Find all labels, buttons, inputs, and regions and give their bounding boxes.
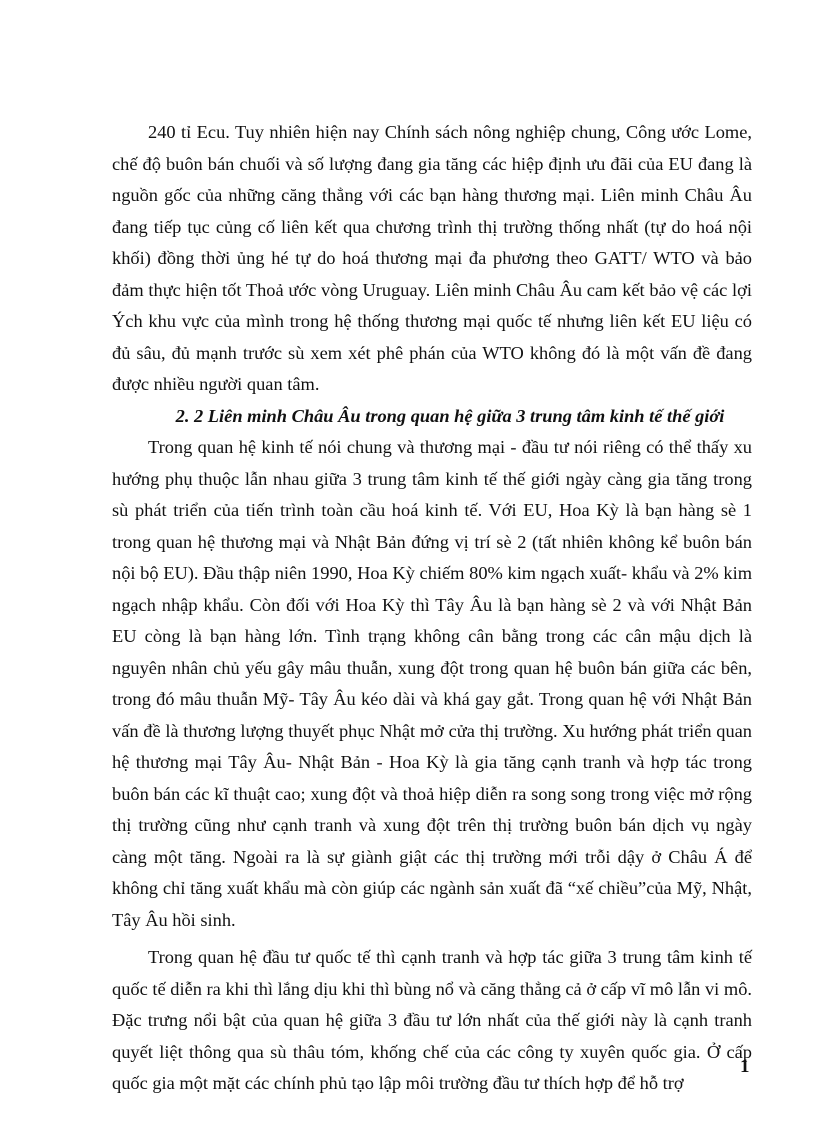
section-heading: 2. 2 Liên minh Châu Âu trong quan hệ giữa 3 trung tâm kinh tế thế giới bbox=[175, 405, 725, 426]
paragraph-2: Trong quan hệ kinh tế nói chung và thương mại - đầu tư nói riêng có thể thấy xu hướng phụ thuộc lẫn nhau giữa 3 trung tâm kinh tế thế giới ngày càng gia tăng trong sù phát triển của tiến trình toàn cầu hoá kinh tế. Với EU, Hoa Kỳ là bạn hàng sè 1 trong quan hệ thương mại và Nhật Bản đứng vị trí sè 2 (tất nhiên không kể buôn bán nội bộ EU). Đầu thập niên 1990, Hoa Kỳ chiếm 80% kim ngạch xuất- khẩu và 2% kim ngạch nhập khẩu. Còn đối với Hoa Kỳ thì Tây Âu là bạn hàng sè 2 và với Nhật Bản EU còng là bạn hàng lớn. Tình trạng không cân bằng trong các cân mậu dịch là nguyên nhân chủ yếu gây mâu thuẫn, xung đột trong quan hệ buôn bán giữa các bên, trong đó mâu thuẫn Mỹ- Tây Âu kéo dài và khá gay gắt. Trong quan hệ với Nhật Bản vấn đề là thương lượng thuyết phục Nhật mở cửa thị trường. Xu hướng phát triển quan hệ thương mại Tây Âu- Nhật Bản - Hoa Kỳ là gia tăng cạnh tranh và hợp tác trong buôn bán các kĩ thuật cao; xung đột và thoả hiệp diễn ra song song trong việc mở rộng thị trường cũng như cạnh tranh và xung đột trên thị trường buôn bán dịch vụ ngày càng một tăng. Ngoài ra là sự giành giật các thị trường mới trỗi dậy ở Châu Á để không chỉ tăng xuất khẩu mà còn giúp các ngành sản xuất đã “xế chiều”của Mỹ, Nhật, Tây Âu hồi sinh. bbox=[112, 437, 752, 930]
paragraph-3: Trong quan hệ đầu tư quốc tế thì cạnh tranh và hợp tác giữa 3 trung tâm kinh tế quốc tế diễn ra khi thì lắng dịu khi thì bùng nổ và căng thẳng cả ở cấp vĩ mô lẫn vi mô. Đặc trưng nổi bật của quan hệ giữa 3 đầu tư lớn nhất của thế giới này là cạnh tranh quyết liệt thông qua sù thâu tóm, khống chế của các công ty xuyên quốc gia. Ở cấp quốc gia một mặt các chính phủ tạo lập môi trường đầu tư thích hợp để hỗ trợ bbox=[112, 947, 752, 1093]
document-body bbox=[112, 117, 752, 1100]
paragraph-1: 240 tỉ Ecu. Tuy nhiên hiện nay Chính sách nông nghiệp chung, Công ước Lome, chế độ buôn bán chuối và số lượng đang gia tăng các hiệp định ưu đãi của EU đang là nguồn gốc của những căng thẳng với các bạn hàng thương mại. Liên minh Châu Âu đang tiếp tục củng cố liên kết qua chương trình thị trường thống nhất (tự do hoá nội khối) đồng thời ủng hé tự do hoá thương mại đa phương theo GATT/ WTO và bảo đảm thực hiện tốt Thoả ước vòng Uruguay. Liên minh Châu Âu cam kết bảo vệ các lợi Ých khu vực của mình trong hệ thống thương mại quốc tế nhưng liên kết EU liệu có đủ sâu, đủ mạnh trước sù xem xét phê phán của WTO không đó là một vấn đề đang được nhiều người quan tâm. bbox=[112, 122, 752, 394]
page-number: 1 bbox=[740, 1056, 750, 1077]
